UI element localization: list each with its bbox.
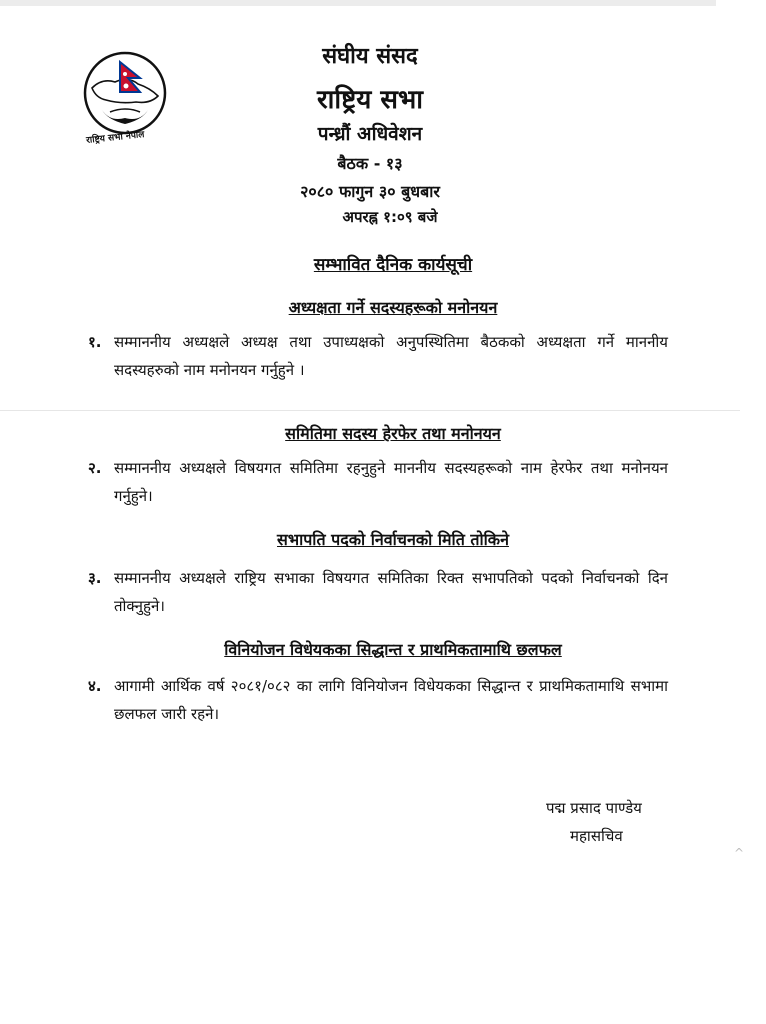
item-text: सम्माननीय अध्यक्षले राष्ट्रिय सभाका विषयगत समितिका रिक्त सभापतिको पदको निर्वाचनको दिन तोक्नुहुने।: [114, 569, 668, 615]
agenda-item: [88, 328, 668, 384]
header-time: अपरह्न १:०९ बजे: [342, 208, 438, 226]
agenda-item: [88, 672, 668, 728]
header-date: २०८० फागुन ३० बुधबार: [300, 182, 440, 201]
page-divider: [0, 410, 740, 411]
item-text: सम्माननीय अध्यक्षले अध्यक्ष तथा उपाध्यक्षको अनुपस्थितिमा बैठकको अध्यक्षता गर्ने माननीय सदस्यहरुको नाम मनोनयन गर्नुहुने ।: [114, 333, 668, 379]
item-number: ४.: [88, 677, 102, 695]
section-title: अध्यक्षता गर्ने सदस्यहरूको मनोनयन: [288, 298, 498, 317]
signatory-designation: महासचिव: [570, 827, 623, 845]
signatory-name: पद्म प्रसाद पाण्डेय: [546, 799, 642, 817]
agenda-title: सम्भावित दैनिक कार्यसूची: [313, 255, 473, 275]
item-text: आगामी आर्थिक वर्ष २०८१/०८२ का लागि विनियोजन विधेयकका सिद्धान्त र प्राथमिकतामाथि सभामा छलफल जारी रहने।: [114, 677, 668, 723]
item-number: ३.: [88, 569, 102, 587]
header-parliament: संघीय संसद: [322, 44, 418, 69]
item-number: २.: [88, 459, 102, 477]
header-meeting: बैठक - १३: [337, 154, 403, 173]
agenda-item: [88, 564, 668, 620]
item-number: १.: [88, 333, 102, 351]
scroll-up-icon[interactable]: ^: [734, 846, 745, 860]
header-session: पन्ध्रौं अधिवेशन: [317, 123, 423, 145]
header-national-assembly: राष्ट्रिय सभा: [316, 85, 423, 115]
top-strip: [0, 0, 716, 6]
section-title: सभापति पदको निर्वाचनको मिति तोकिने: [277, 530, 509, 549]
emblem-label: राष्ट्रिय सभा नेपाल: [85, 129, 145, 147]
section-title: विनियोजन विधेयकका सिद्धान्त र प्राथमिकतामाथि छलफल: [224, 640, 562, 659]
item-text: सम्माननीय अध्यक्षले विषयगत समितिमा रहनुहुने माननीय सदस्यहरूको नाम हेरफेर तथा मनोनयन गर्नुहुने।: [114, 459, 668, 505]
agenda-item: [88, 454, 668, 510]
section-title: समितिमा सदस्य हेरफेर तथा मनोनयन: [285, 424, 501, 443]
